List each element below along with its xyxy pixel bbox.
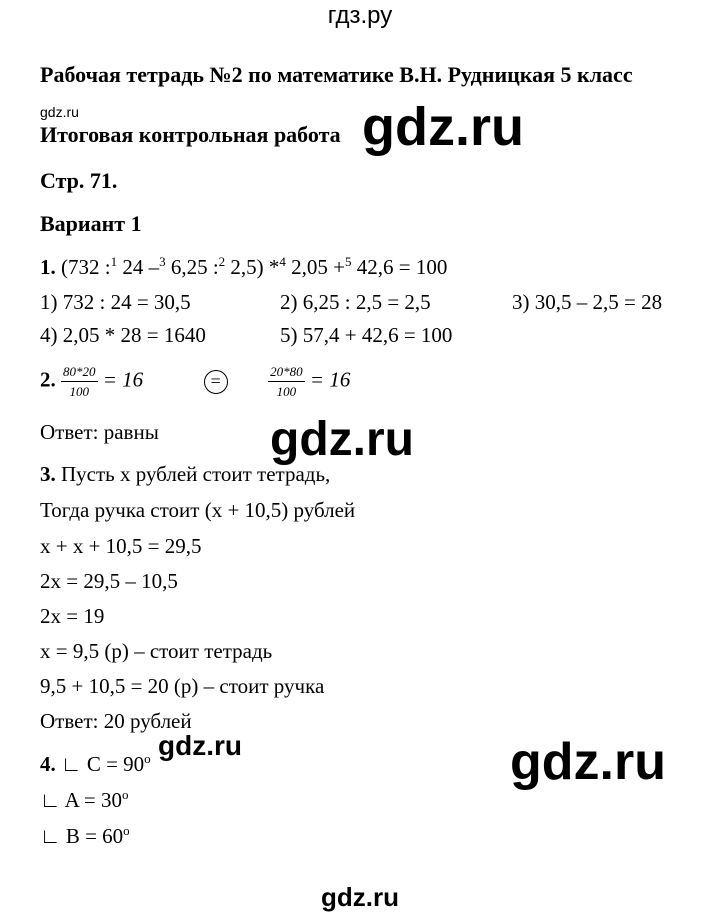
task1-expr-part: 24 – [117, 255, 160, 279]
order-3: 3 [159, 254, 166, 269]
angle-icon: ∟ [40, 788, 61, 812]
task1-step-3: 3) 30,5 – 2,5 = 28 [512, 290, 663, 314]
task4-angle-a [40, 788, 129, 813]
order-4: 4 [279, 254, 286, 269]
task3-line-1 [40, 462, 330, 487]
task1-step-5: 5) 57,4 + 42,6 = 100 [280, 323, 453, 347]
task1-expr-part: 42,6 = 100 [351, 255, 448, 279]
fraction-1-denominator: 100 [69, 384, 89, 399]
task1-expr-part: 6,25 : [165, 255, 219, 279]
fraction-2-denominator: 100 [276, 384, 297, 399]
fraction-2-result: = 16 [309, 367, 351, 392]
angle-icon: ∟ [40, 824, 61, 848]
task1-expression [40, 255, 447, 280]
site-header: гдз.ру [327, 2, 393, 29]
watermark-1: gdz.ru [362, 97, 524, 157]
task2-number: 2. [40, 367, 56, 392]
watermark-2: gdz.ru [270, 413, 414, 466]
document-title: Рабочая тетрадь №2 по математике В.Н. Рудницкая 5 класс [40, 62, 633, 87]
watermark-4: gdz.ru [510, 733, 666, 791]
task1-step-1: 1) 732 : 24 = 30,5 [40, 290, 191, 314]
section-title: Итоговая контрольная работа [40, 122, 341, 147]
degree-sign: o [122, 787, 129, 802]
order-5: 5 [345, 254, 352, 269]
task1-step-4: 4) 2,05 * 28 = 1640 [40, 323, 206, 347]
angle-b-value: B = 60 [60, 824, 124, 848]
task4-angle-c [40, 752, 151, 777]
task1-step-2: 2) 6,25 : 2,5 = 2,5 [280, 290, 431, 314]
task3-line-4: 2х = 29,5 – 10,5 [40, 569, 178, 593]
variant-heading: Вариант 1 [40, 211, 142, 236]
degree-sign: o [144, 751, 151, 766]
page-number: Стр. 71. [40, 168, 118, 193]
angle-a-value: A = 30 [60, 788, 123, 812]
task4-angle-b [40, 824, 130, 849]
fraction-2 [268, 364, 305, 399]
task3-line-5: 2х = 19 [40, 604, 105, 628]
fraction-2-numerator: 20*80 [268, 364, 305, 382]
fraction-1 [61, 364, 98, 399]
task2-answer: Ответ: равны [40, 420, 159, 444]
task3-line-2: Тогда ручка стоит (х + 10,5) рублей [40, 498, 356, 522]
task3-line-1-text: Пусть х рублей стоит тетрадь, [55, 462, 331, 486]
small-watermark: gdz.ru [40, 104, 79, 120]
task1-expr-part: 2,05 + [285, 255, 346, 279]
task3-line-3: х + х + 10,5 = 29,5 [40, 534, 202, 558]
fraction-1-numerator: 80*20 [61, 364, 98, 382]
watermark-3: gdz.ru [158, 730, 242, 761]
task1-expr-part: (732 : [55, 255, 111, 279]
task2-equation [40, 364, 350, 399]
degree-sign: o [123, 823, 130, 838]
task4-number: 4. [40, 752, 56, 776]
order-2: 2 [218, 254, 226, 269]
order-1: 1 [110, 254, 118, 269]
comparison-sign: = [204, 370, 228, 394]
task3-number: 3. [40, 462, 56, 486]
task1-expr-part: 2,5) * [225, 255, 280, 279]
fraction-1-result: = 16 [102, 367, 144, 392]
task3-line-7: 9,5 + 10,5 = 20 (р) – стоит ручка [40, 674, 325, 698]
task3-answer: Ответ: 20 рублей [40, 709, 192, 733]
task3-line-6: х = 9,5 (р) – стоит тетрадь [40, 639, 273, 663]
footer-watermark: gdz.ru [321, 882, 399, 912]
angle-icon: ∟ [61, 752, 82, 776]
angle-c-value: C = 90 [81, 752, 145, 776]
task1-number: 1. [40, 255, 56, 279]
